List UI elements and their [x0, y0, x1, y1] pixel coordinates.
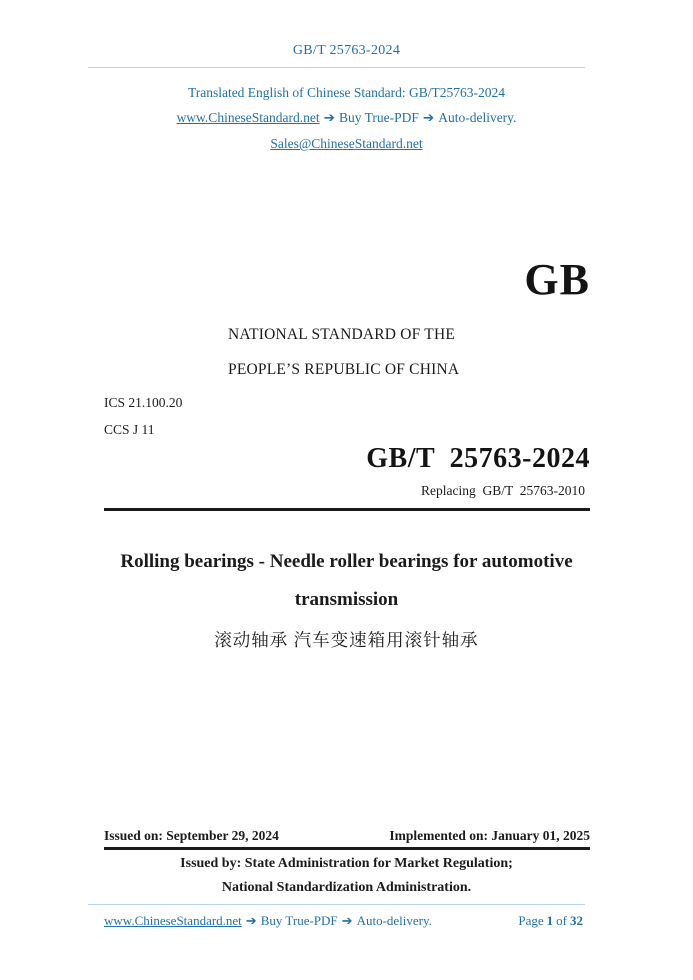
arrow-icon: ➔ [422, 110, 435, 125]
page-current: 1 [546, 913, 554, 928]
issued-by-line2: National Standardization Administration. [221, 880, 472, 895]
footer-site-line [104, 913, 432, 929]
ics-code: ICS 21.100.20 [104, 395, 183, 410]
header-doc-code: GB/T 25763-2024 [292, 43, 401, 58]
page-label: Page [518, 913, 544, 928]
page-of-label: of [556, 913, 567, 928]
header-site-line [0, 110, 693, 126]
issue-date-row [104, 828, 590, 844]
page-indicator [518, 913, 583, 929]
footer-row [104, 913, 583, 929]
issuer-divider [104, 847, 590, 850]
footer-divider [88, 904, 585, 905]
title-english-line1: Rolling bearings - Needle roller bearings for automotive [120, 551, 573, 572]
arrow-icon: ➔ [341, 913, 353, 928]
header-divider [88, 67, 585, 68]
title-english-line2: transmission [294, 589, 399, 610]
issued-by-line1: Issued by: State Administration for Market Regulation; [180, 856, 513, 871]
footer-buy-pdf-label: Buy True-PDF [260, 913, 338, 928]
arrow-icon: ➔ [245, 913, 257, 928]
buy-pdf-label: Buy True-PDF [338, 110, 419, 125]
issued-on-date: Issued on: September 29, 2024 [104, 828, 279, 843]
national-standard-line2: PEOPLE’S REPUBLIC OF CHINA [228, 361, 460, 378]
replacing-note: Replacing GB/T 25763-2010 [421, 483, 585, 498]
title-divider [104, 508, 590, 511]
site-link[interactable]: www.ChineseStandard.net [176, 110, 320, 125]
title-chinese: 滚动轴承 汽车变速箱用滚针轴承 [214, 630, 479, 650]
standard-number: GB/T 25763-2024 [366, 443, 590, 474]
footer-site-link[interactable]: www.ChineseStandard.net [104, 913, 242, 928]
footer-auto-delivery-label: Auto-delivery. [356, 913, 432, 928]
national-standard-line1: NATIONAL STANDARD OF THE [228, 326, 456, 343]
arrow-icon: ➔ [323, 110, 335, 125]
ccs-code: CCS J 11 [104, 422, 155, 437]
page-total: 32 [570, 913, 583, 928]
header-email-line [0, 136, 693, 152]
implemented-on-date: Implemented on: January 01, 2025 [389, 828, 590, 843]
auto-delivery-label: Auto-delivery. [438, 110, 517, 125]
gb-logo: GB [524, 255, 590, 304]
header-translated-line: Translated English of Chinese Standard: GB/T25763-2024 [187, 85, 506, 100]
email-link[interactable]: Sales@ChineseStandard.net [270, 136, 423, 151]
